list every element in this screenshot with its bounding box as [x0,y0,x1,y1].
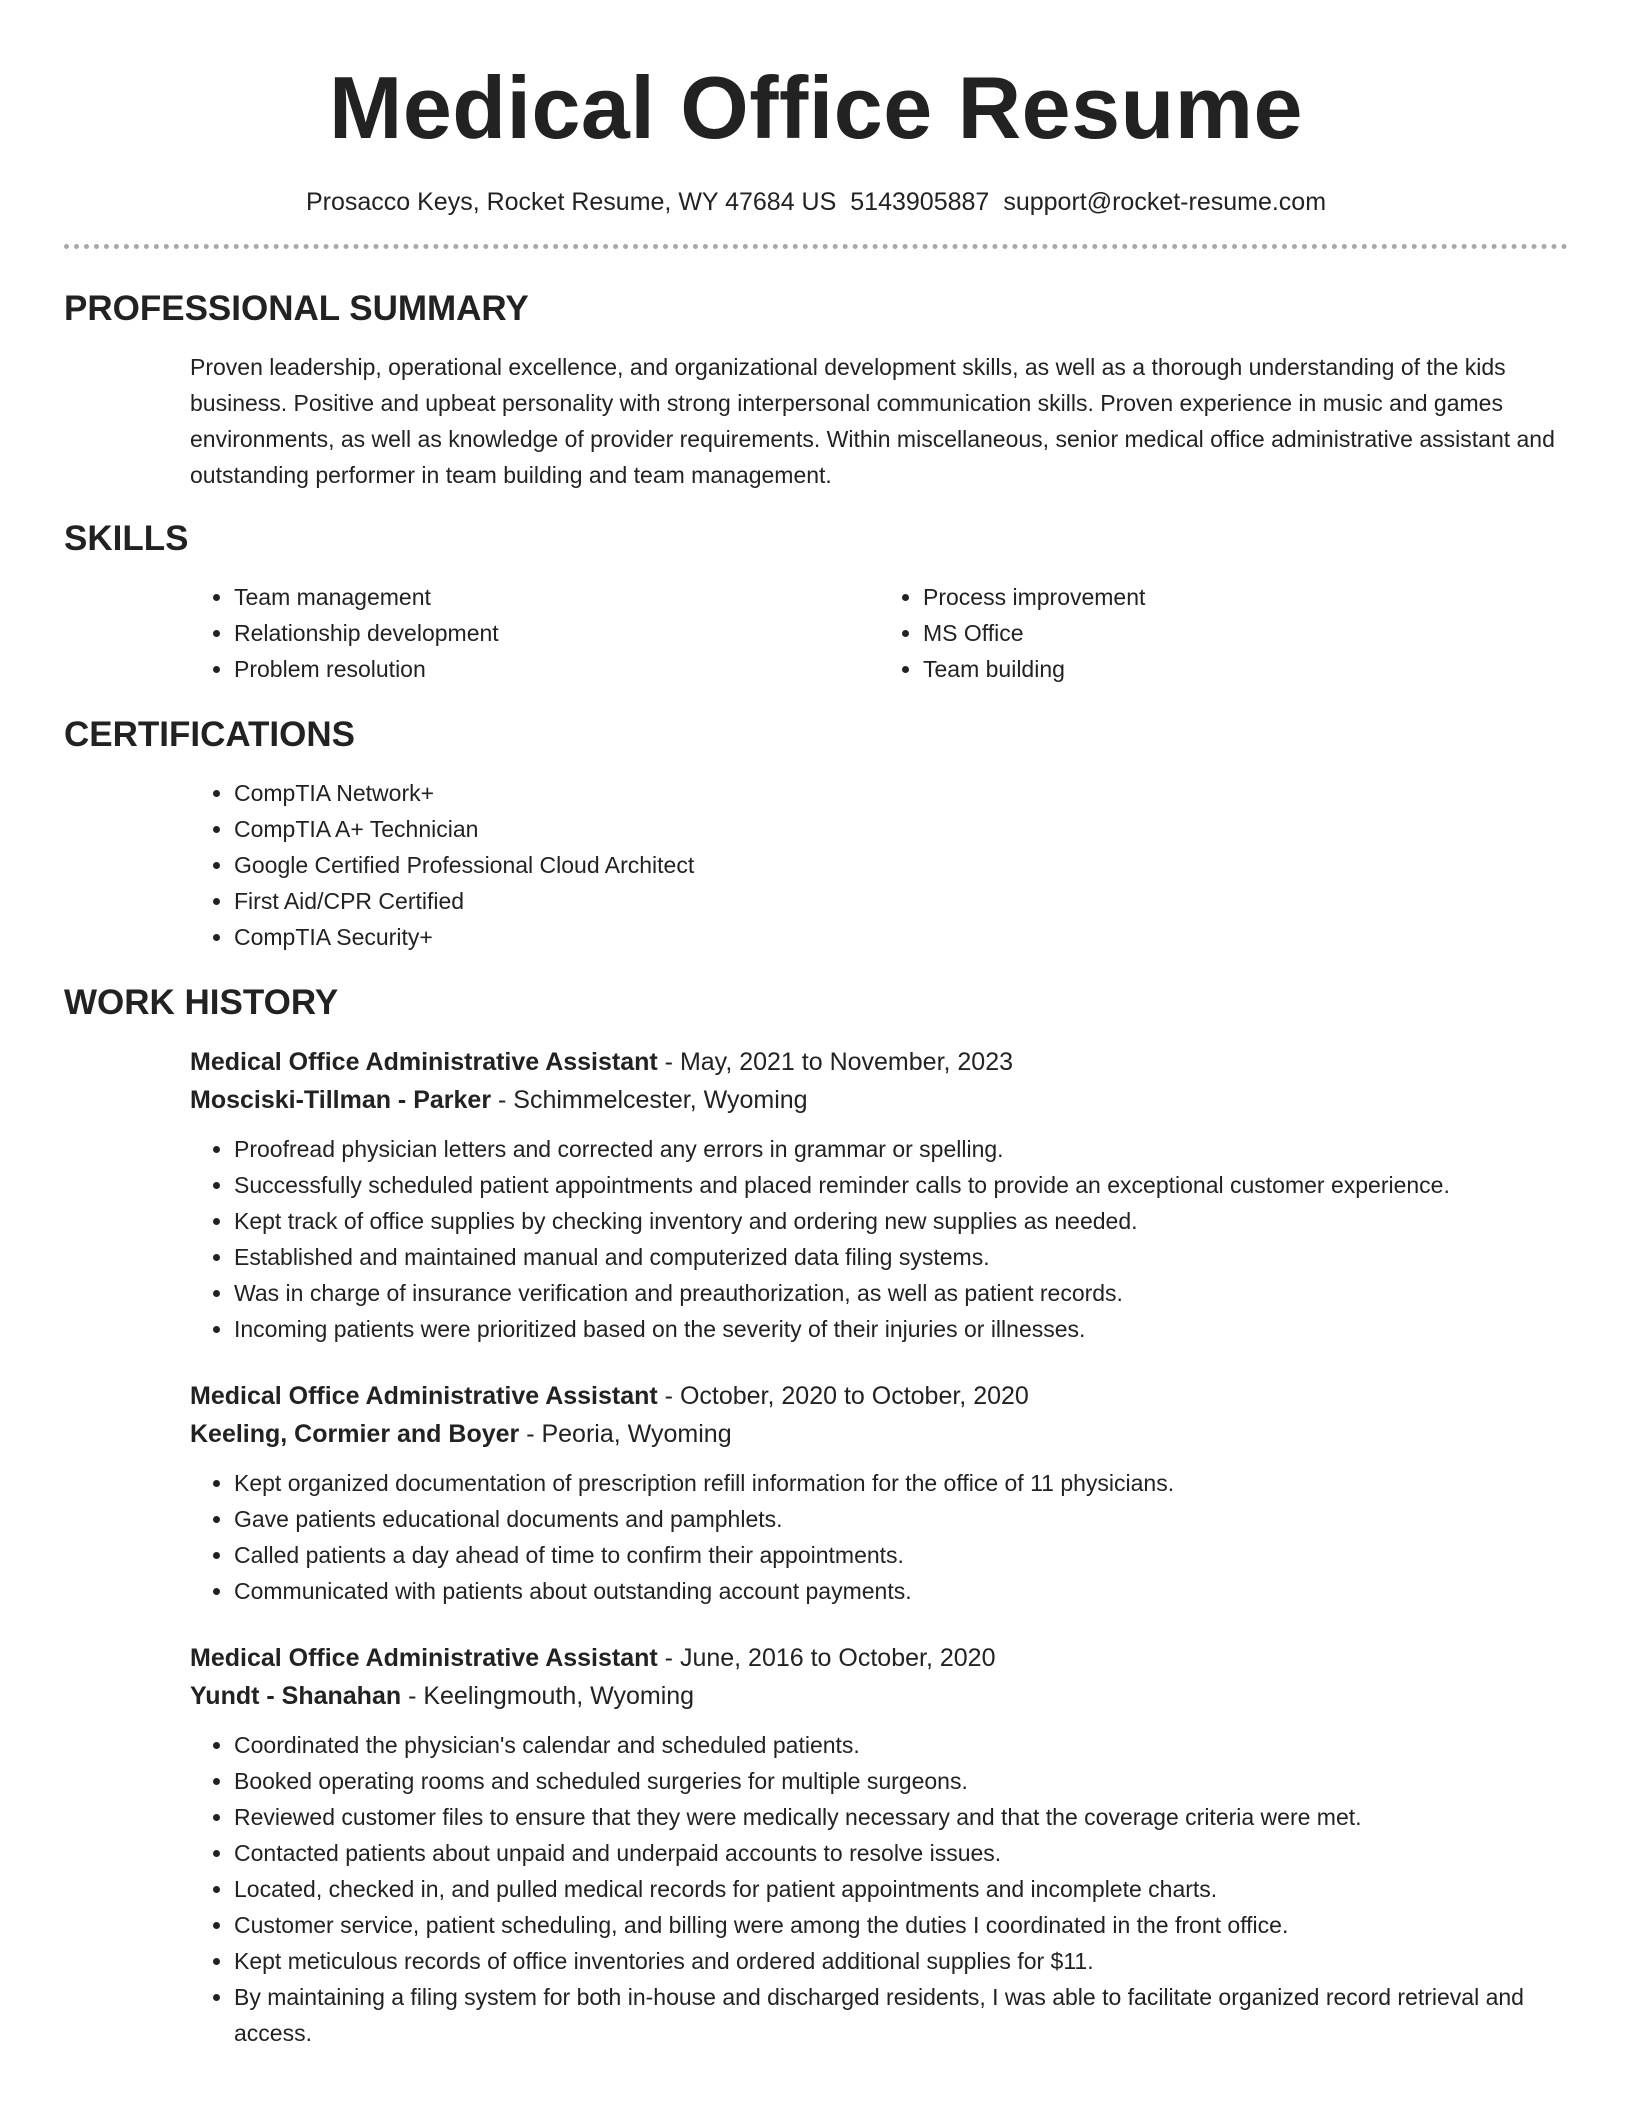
list-item: • First Aid/CPR Certified [234,883,1568,919]
list-item: • CompTIA Network+ [234,775,1568,811]
list-item: • Kept meticulous records of office inventories and ordered additional supplies for $11. [234,1943,1568,1979]
list-item: • By maintaining a filing system for both in-house and discharged residents, I was able to facilitate organized record retrieval and access. [234,1979,1568,2051]
certifications-section [64,715,1568,955]
skills-list-right [879,579,1568,687]
job-location: - Peoria, Wyoming [519,1420,732,1448]
job-company-line [190,1081,1568,1119]
list-item: • Communicated with patients about outstanding account payments. [234,1573,1568,1609]
list-item: • Kept track of office supplies by checking inventory and ordering new supplies as needed. [234,1203,1568,1239]
list-item: • Relationship development [234,615,879,651]
job-location: - Schimmelcester, Wyoming [491,1086,808,1114]
list-item: • CompTIA Security+ [234,919,1568,955]
job-company: Mosciski-Tillman - Parker [190,1086,492,1114]
skills-list-left [190,579,879,687]
list-item: • Team management [234,579,879,615]
list-item: • Reviewed customer files to ensure that they were medically necessary and that the coverage criteria were met. [234,1799,1568,1835]
job-company: Yundt - Shanahan [190,1682,402,1710]
list-item: • Incoming patients were prioritized based on the severity of their injuries or illnesses. [234,1311,1568,1347]
job-entry [64,1377,1568,1609]
job-company: Keeling, Cormier and Boyer [190,1420,520,1448]
job-duties-list [190,1465,1568,1609]
certifications-list [190,775,1568,955]
skills-grid [190,579,1568,687]
certifications-heading: CERTIFICATIONS [64,715,356,754]
list-item: • Proofread physician letters and corrected any errors in grammar or spelling. [234,1131,1568,1167]
job-dates: - October, 2020 to October, 2020 [657,1382,1029,1410]
job-dates: - June, 2016 to October, 2020 [657,1644,996,1672]
list-item: • Was in charge of insurance verification and preauthorization, as well as patient records. [234,1275,1568,1311]
list-item: • Problem resolution [234,651,879,687]
job-location: - Keelingmouth, Wyoming [401,1682,695,1710]
job-dates: - May, 2021 to November, 2023 [657,1048,1014,1076]
list-item: • Coordinated the physician's calendar and scheduled patients. [234,1727,1568,1763]
list-item: • Contacted patients about unpaid and underpaid accounts to resolve issues. [234,1835,1568,1871]
list-item: • Successfully scheduled patient appointments and placed reminder calls to provide an exceptional customer experience. [234,1167,1568,1203]
job-title-line [190,1639,1568,1677]
job-entry [64,1043,1568,1347]
list-item: • CompTIA A+ Technician [234,811,1568,847]
job-title-line [190,1043,1568,1081]
skills-heading: SKILLS [64,519,189,558]
summary-text: Proven leadership, operational excellence, and organizational development skills, as well as a thorough understanding of the kids business. Positive and upbeat personality with strong interpersonal communication skills. Proven experience in music and games environments, as well as knowledge of provider requirements. Within miscellaneous, senior medical office administrative assistant and outstanding performer in team building and team management. [190,354,1555,488]
list-item: • Process improvement [923,579,1568,615]
contact-address: Prosacco Keys, Rocket Resume, WY 47684 US [305,188,837,216]
list-item: • Located, checked in, and pulled medical records for patient appointments and incomplete charts. [234,1871,1568,1907]
list-item: • Established and maintained manual and computerized data filing systems. [234,1239,1568,1275]
job-role: Medical Office Administrative Assistant [190,1382,658,1410]
list-item: • Google Certified Professional Cloud Architect [234,847,1568,883]
contact-phone: 5143905887 [850,188,990,216]
header-divider [64,244,1568,249]
list-item: • Kept organized documentation of prescription refill information for the office of 11 physicians. [234,1465,1568,1501]
work-history-heading: WORK HISTORY [64,983,339,1022]
resume-page [64,0,1568,2051]
job-duties-list [190,1727,1568,2051]
summary-section [64,289,1568,493]
resume-title: Medical Office Resume [329,58,1303,157]
job-duties-list [190,1131,1568,1347]
contact-email[interactable]: support@rocket-resume.com [1003,188,1327,216]
job-title-line [190,1377,1568,1415]
job-role: Medical Office Administrative Assistant [190,1644,658,1672]
summary-heading: PROFESSIONAL SUMMARY [64,289,529,328]
skills-section [64,519,1568,687]
list-item: • Customer service, patient scheduling, and billing were among the duties I coordinated in the front office. [234,1907,1568,1943]
list-item: • MS Office [923,615,1568,651]
list-item: • Gave patients educational documents and pamphlets. [234,1501,1568,1537]
job-entry [64,1639,1568,2051]
list-item: • Team building [923,651,1568,687]
job-company-line [190,1677,1568,1715]
job-company-line [190,1415,1568,1453]
contact-line [64,186,1568,218]
job-role: Medical Office Administrative Assistant [190,1048,658,1076]
work-history-section [64,983,1568,2051]
list-item: • Called patients a day ahead of time to confirm their appointments. [234,1537,1568,1573]
list-item: • Booked operating rooms and scheduled surgeries for multiple surgeons. [234,1763,1568,1799]
